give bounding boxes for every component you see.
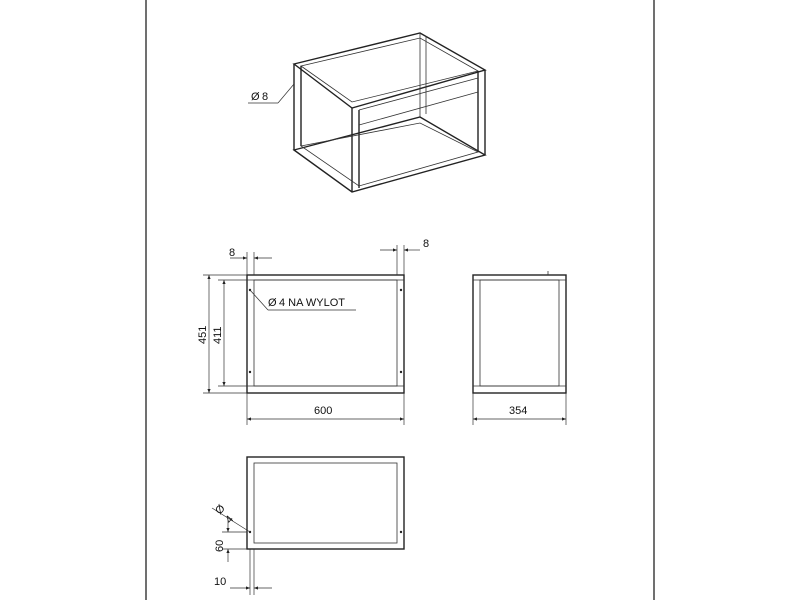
front-dim-width: 600 [314, 405, 333, 417]
side-dim-depth: 354 [509, 405, 528, 417]
front-dim-height-inner: 411 [212, 326, 224, 344]
front-dim-top-right: 8 [423, 238, 430, 250]
iso-diameter-value: 8 [262, 91, 269, 103]
front-view [197, 238, 429, 425]
bottom-dim-offset-x: 10 [214, 576, 227, 588]
front-hole-note: 4 NA WYLOT [279, 297, 346, 309]
bottom-dim-offset-y: 60 [214, 539, 226, 552]
side-view [473, 271, 566, 425]
front-dim-top-left: 8 [229, 247, 236, 259]
bottom-hole-diameter-symbol: Ø [213, 502, 228, 517]
iso-diameter-symbol: Ø [251, 91, 260, 103]
front-dim-height-total: 451 [197, 325, 209, 344]
bottom-view [212, 457, 404, 595]
isometric-view [248, 33, 485, 192]
front-hole-diameter-symbol: Ø [268, 297, 277, 309]
bottom-hole-diameter: 4 [223, 513, 237, 526]
